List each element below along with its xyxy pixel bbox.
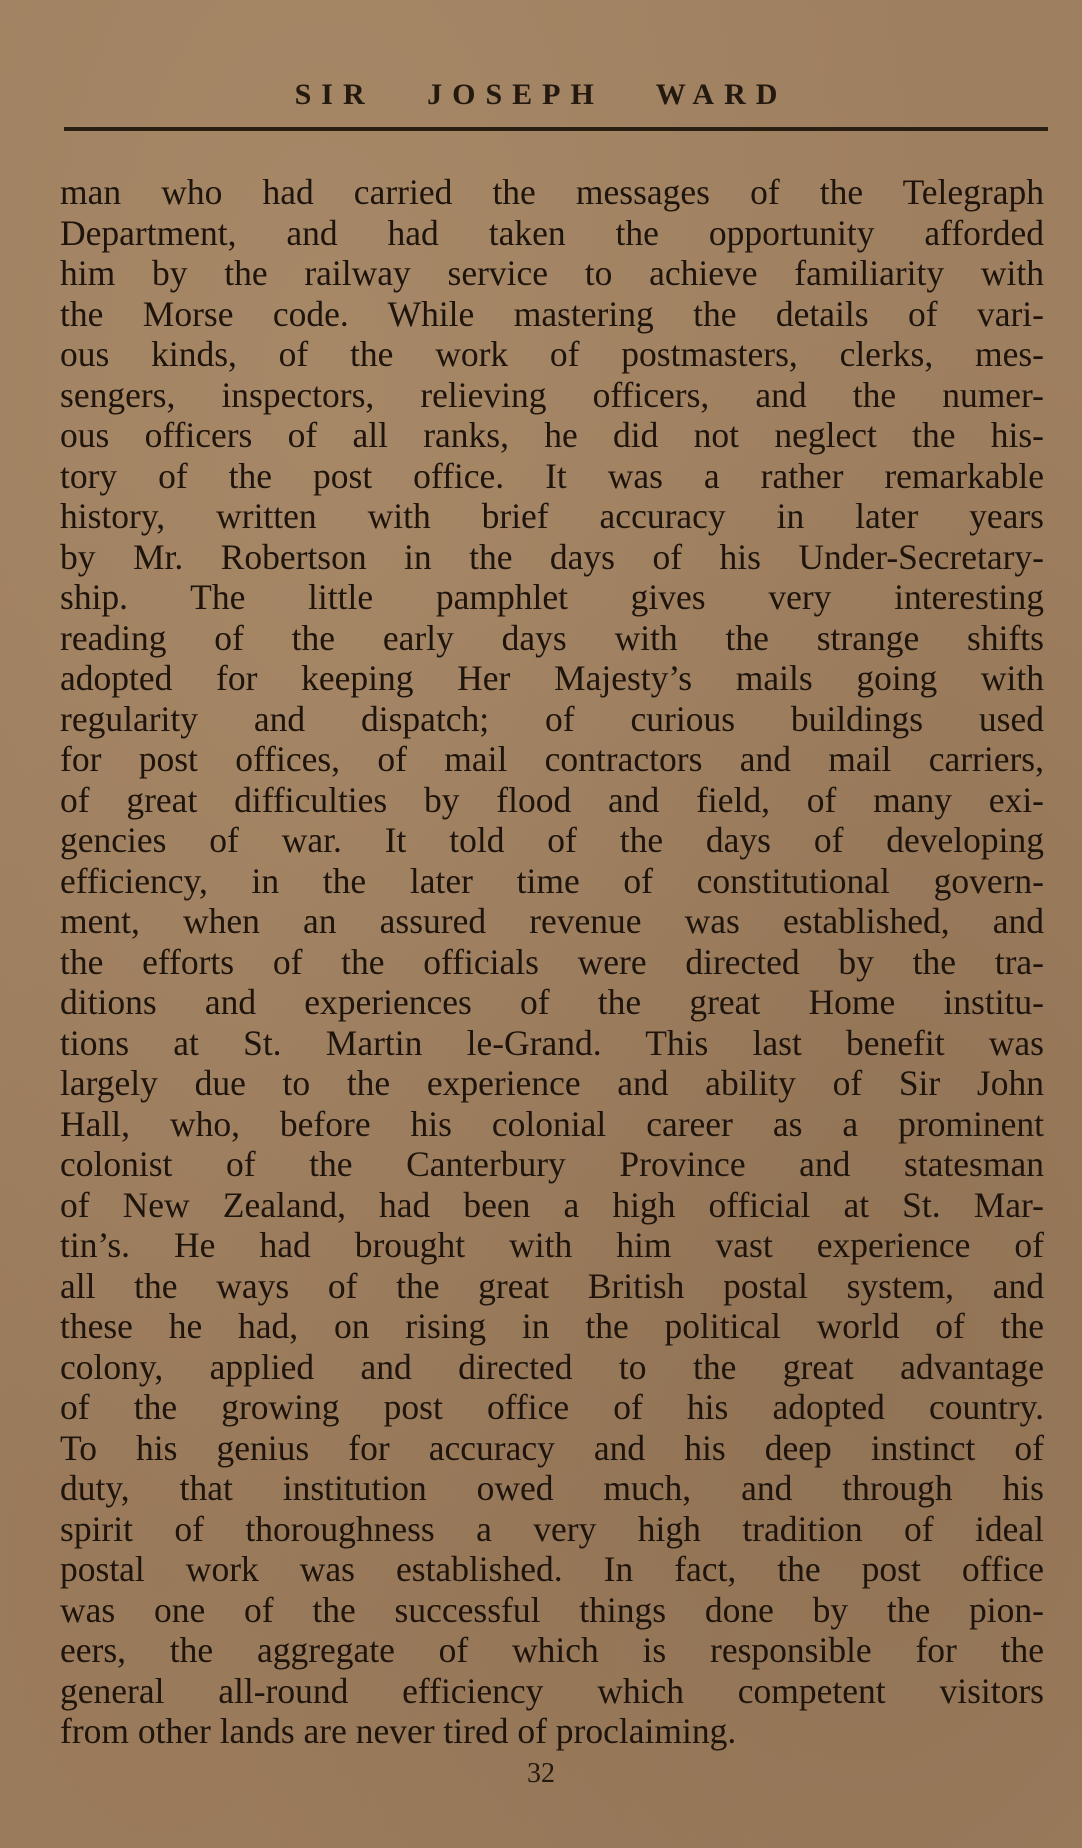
text-line: regularity and dispatch; of curious buildings used [60,698,1044,739]
text-line: efficiency, in the later time of constitutional govern- [60,860,1044,901]
text-line: history, written with brief accuracy in later years [60,496,1044,536]
text-line: from other lands are never tired of proclaiming. [60,1711,737,1751]
text-line: ment, when an assured revenue was established, and [60,901,1044,941]
text-line: ship. The little pamphlet gives very interesting [60,577,1044,617]
header-rule [64,127,1048,131]
text-line: of New Zealand, had been a high official at St. Mar- [60,1184,1044,1225]
text-line: of great difficulties by flood and field, of many exi- [60,779,1044,820]
text-line: was one of the successful things done by the pion- [60,1589,1044,1630]
text-line: the Morse code. While mastering the details of vari- [60,293,1044,334]
text-line: tions at St. Martin le-Grand. This last benefit was [60,1022,1044,1063]
running-header: SIR JOSEPH WARD [294,78,788,111]
text-line: Department, and had taken the opportunity afforded [60,212,1044,253]
text-line: these he had, on rising in the political world of the [60,1306,1044,1346]
text-line: for post offices, of mail contractors and mail carriers, [60,739,1044,779]
body-text [60,172,1044,1752]
text-line: reading of the early days with the strange shifts [60,617,1044,658]
text-line: ous officers of all ranks, he did not neglect the his- [60,415,1044,455]
text-line: largely due to the experience and ability of Sir John [60,1063,1044,1103]
text-line: adopted for keeping Her Majesty’s mails going with [60,658,1044,698]
text-line: the efforts of the officials were directed by the tra- [60,941,1044,982]
text-line: colonist of the Canterbury Province and statesman [60,1144,1044,1184]
text-line: general all-round efficiency which competent visitors [60,1670,1044,1711]
text-line: spirit of thoroughness a very high tradition of ideal [60,1508,1044,1549]
text-line: eers, the aggregate of which is responsible for the [60,1630,1044,1670]
page-number: 32 [527,1758,555,1789]
text-line: all the ways of the great British postal system, and [60,1265,1044,1306]
text-line: duty, that institution owed much, and through his [60,1468,1044,1508]
text-line: postal work was established. In fact, the post office [60,1549,1044,1589]
text-line: colony, applied and directed to the great advantage [60,1346,1044,1387]
text-line: by Mr. Robertson in the days of his Under-Secretary- [60,536,1044,577]
text-line: man who had carried the messages of the Telegraph [60,172,1044,212]
text-line: To his genius for accuracy and his deep instinct of [60,1427,1044,1468]
text-line: of the growing post office of his adopted country. [60,1387,1044,1427]
text-line: gencies of war. It told of the days of developing [60,820,1044,860]
text-line: tory of the post office. It was a rather remarkable [60,455,1044,496]
text-line: sengers, inspectors, relieving officers, and the numer- [60,374,1044,415]
text-line: ditions and experiences of the great Home institu- [60,982,1044,1022]
text-line: tin’s. He had brought with him vast experience of [60,1225,1044,1265]
text-line: him by the railway service to achieve familiarity with [60,253,1044,293]
text-line: ous kinds, of the work of postmasters, clerks, mes- [60,334,1044,374]
text-line: Hall, who, before his colonial career as a prominent [60,1103,1044,1144]
